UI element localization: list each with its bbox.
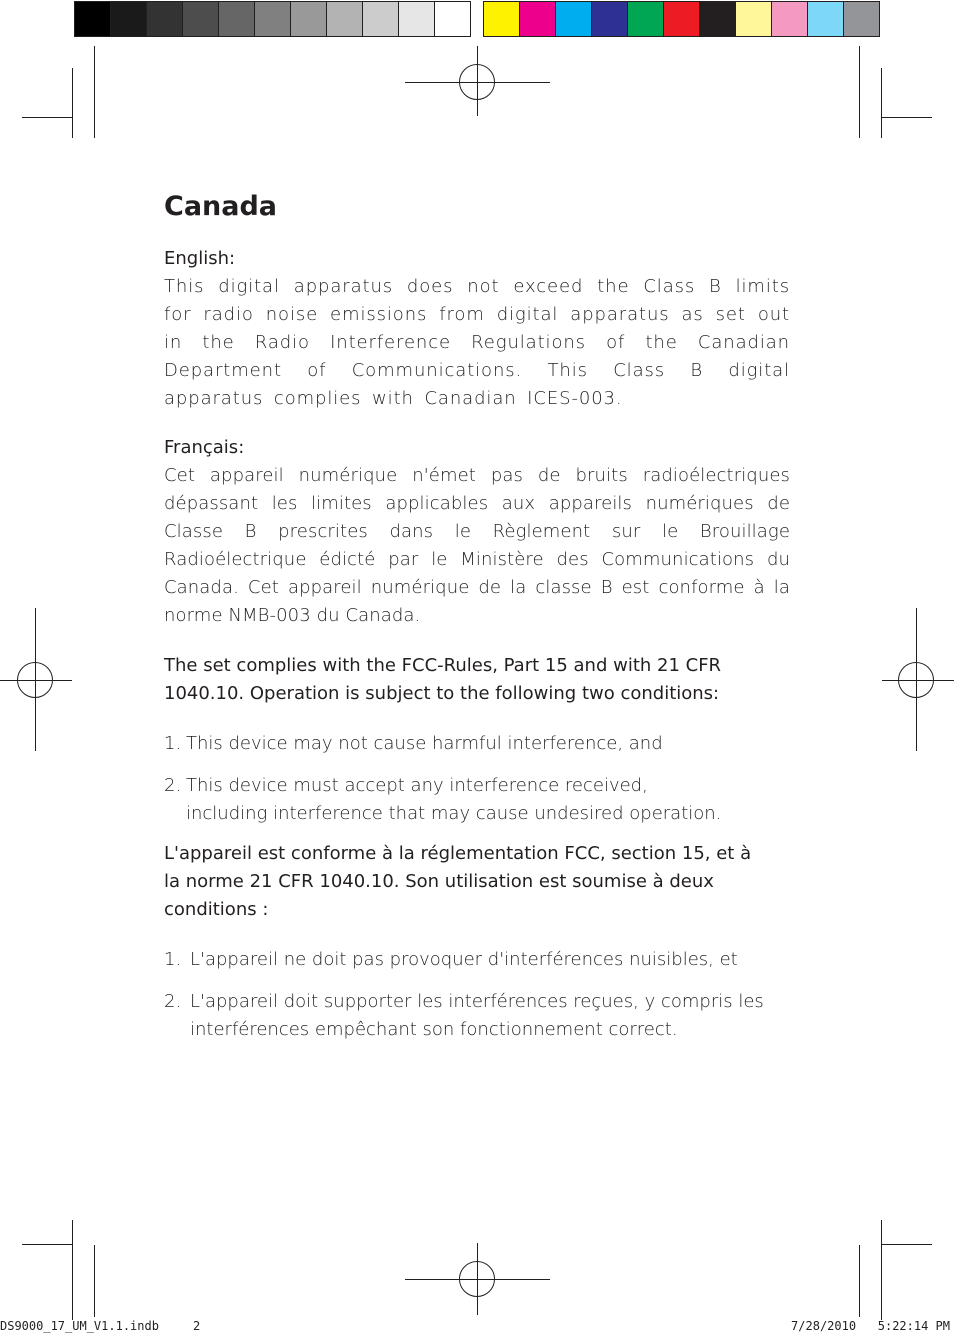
gray-swatch-2 bbox=[111, 2, 147, 36]
fcc-conditions-list-fr bbox=[164, 946, 790, 1044]
file-name: DS9000_17_UM_V1.1.indb bbox=[0, 1319, 159, 1333]
color-swatch-8 bbox=[736, 2, 772, 36]
french-paragraph: Cet appareil numérique n'émet pas de bruits radioélectriques dépassant les limites applicables aux appareils numériques de Classe B prescrites dans le Règlement sur le Brouillage Radioélectrique édicté par le Ministère des Communications du Canada. Cet appareil numérique de la classe B est conforme à la norme NMB-003 du Canada. bbox=[164, 465, 790, 626]
color-swatch-2 bbox=[520, 2, 556, 36]
print-datetime: 7/28/2010 5:22:14 PM bbox=[791, 1319, 950, 1333]
gray-swatch-1 bbox=[75, 2, 111, 36]
gray-swatch-7 bbox=[291, 2, 327, 36]
list-number: 2. bbox=[164, 775, 182, 796]
french-label: Français: bbox=[164, 437, 245, 458]
gray-swatch-8 bbox=[327, 2, 363, 36]
print-slug bbox=[0, 1319, 954, 1335]
list-item bbox=[164, 730, 790, 758]
gray-swatch-4 bbox=[183, 2, 219, 36]
gray-swatch-11 bbox=[435, 2, 470, 36]
gray-swatch-10 bbox=[399, 2, 435, 36]
list-number: 1. bbox=[164, 949, 182, 970]
color-swatch-7 bbox=[700, 2, 736, 36]
list-text: This device may not cause harmful interference, and bbox=[186, 733, 663, 754]
list-number: 1. bbox=[164, 733, 182, 754]
fcc-statement-fr: L'appareil est conforme à la réglementation FCC, section 15, et à la norme 21 CFR 1040.10. Son utilisation est soumise à deux conditions : bbox=[164, 843, 752, 920]
gray-swatch-5 bbox=[219, 2, 255, 36]
color-swatch-3 bbox=[556, 2, 592, 36]
color-swatch-5 bbox=[628, 2, 664, 36]
list-text: L'appareil doit supporter les interférences reçues, y compris les interférences empêchant son fonctionnement correct. bbox=[190, 991, 764, 1040]
list-text: L'appareil ne doit pas provoquer d'interférences nuisibles, et bbox=[190, 949, 738, 970]
english-paragraph: This digital apparatus does not exceed the Class B limits for radio noise emissions from digital apparatus as set out in the Radio Interference Regulations of the Canadian Department of Communications. This Class B digital apparatus complies with Canadian ICES-003. bbox=[164, 276, 790, 409]
color-swatch-1 bbox=[484, 2, 520, 36]
color-swatch-6 bbox=[664, 2, 700, 36]
color-swatch-11 bbox=[844, 2, 879, 36]
color-swatch-10 bbox=[808, 2, 844, 36]
process-color-bar bbox=[483, 1, 880, 37]
list-number: 2. bbox=[164, 991, 182, 1012]
document-body bbox=[164, 186, 790, 1058]
gray-swatch-6 bbox=[255, 2, 291, 36]
page-title: Canada bbox=[164, 191, 278, 222]
gray-swatch-3 bbox=[147, 2, 183, 36]
list-text: This device must accept any interference received, including interference that may cause undesired operation. bbox=[186, 775, 722, 824]
grayscale-color-bar bbox=[74, 1, 471, 37]
list-item bbox=[164, 772, 790, 828]
color-swatch-9 bbox=[772, 2, 808, 36]
list-item bbox=[164, 946, 790, 974]
list-item bbox=[164, 988, 790, 1044]
color-swatch-4 bbox=[592, 2, 628, 36]
fcc-statement: The set complies with the FCC-Rules, Part 15 and with 21 CFR 1040.10. Operation is subject to the following two conditions: bbox=[164, 655, 722, 704]
page-number: 2 bbox=[193, 1319, 201, 1333]
gray-swatch-9 bbox=[363, 2, 399, 36]
english-label: English: bbox=[164, 248, 236, 269]
fcc-conditions-list bbox=[164, 730, 790, 828]
